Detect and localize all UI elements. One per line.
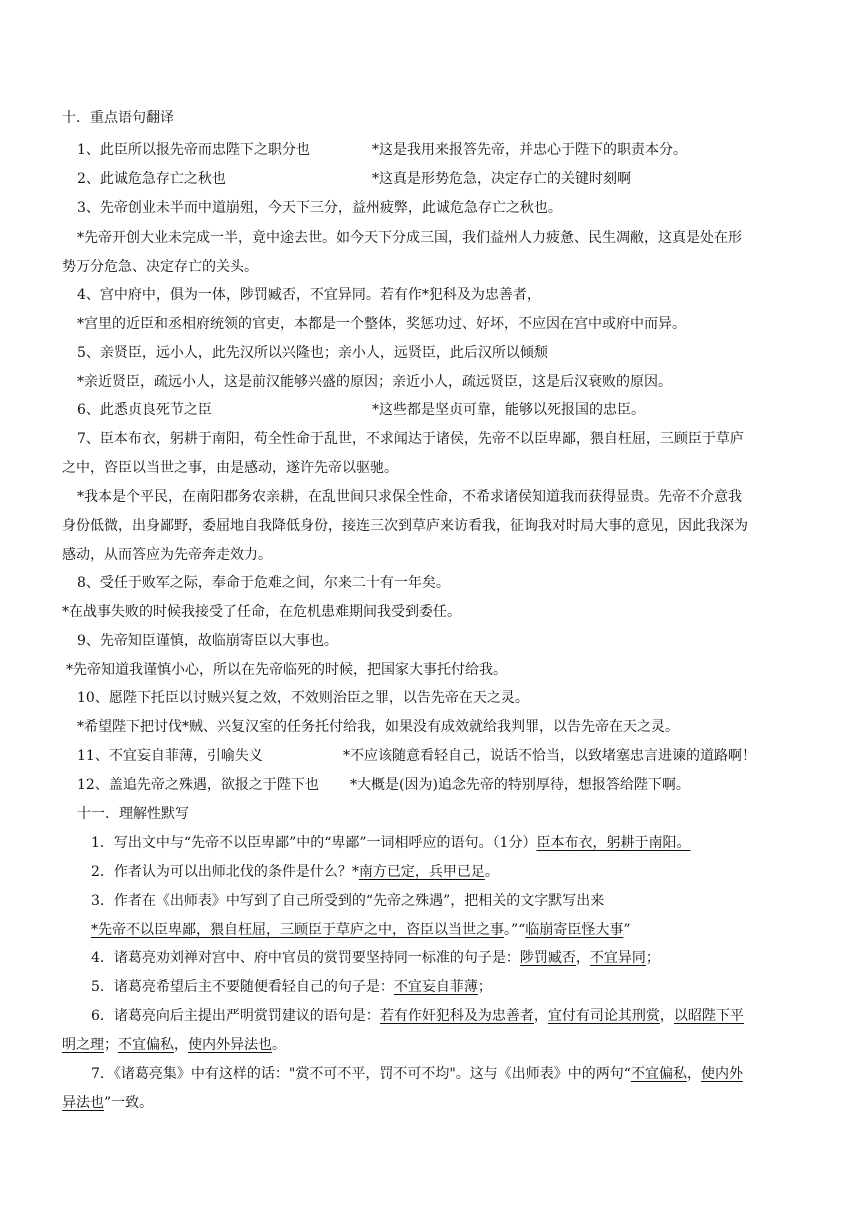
question-2-text: 2．作者认为可以出师北伐的条件是什么？* [91,864,359,880]
sentence-6-source: 6、此悉贞良死节之臣 [77,402,212,418]
question-4-answer-2: 不宜异同 [589,950,646,966]
question-6-answer-3a: 以昭陛下平 [673,1008,744,1024]
question-2-answer: 南方已定，兵甲已足 [358,864,485,880]
question-6-sep-1: ， [533,1008,548,1024]
sentence-2-translation: *这真是形势危急，决定存亡的关键时刻啊 [372,171,631,187]
sentence-4-source: 4、宫中府中，俱为一体，陟罚臧否，不宜异同。若有作*犯科及为忠善者， [77,287,541,303]
question-4 [91,948,660,968]
sentence-8-translation: *在战事失败的时候我接受了任命，在危机患难期间我受到委任。 [62,604,461,620]
sentence-3-source: 3、先帝创业未半而中道崩殂，今天下三分，益州疲弊，此诚危急存亡之秋也。 [77,200,562,216]
question-3-end: ” [623,922,631,938]
sentence-4-translation: *宫里的近臣和丞相府统领的官吏，本都是一个整体，奖惩功过、好坏，不应因在宫中或府中而异。 [77,316,686,332]
question-5-answer: 不宜妄自菲薄 [393,979,478,995]
sentence-7-source-line-2: 之中，咨臣以当世之事，由是感动，遂许先帝以驱驰。 [62,460,398,476]
question-7-answer-2b: 异法也 [62,1095,104,1111]
question-5-text: 5．诸葛亮希望后主不要随便看轻自己的句子是： [91,979,394,995]
question-7-text: 7．《诸葛亮集》中有这样的话："赏不可不平，罚不可不均"。这与《出师表》中的两句“ [91,1066,631,1082]
question-6-answer-2: 宜付有司论其刑赏 [547,1008,660,1024]
question-5-end: ； [477,979,492,995]
question-7-sep: ， [686,1066,701,1082]
question-3-answer-2: 临崩寄臣怪大事 [525,922,624,938]
question-7-line-1 [91,1064,743,1084]
question-1 [91,833,690,853]
question-4-answer-1: 陟罚臧否 [519,950,576,966]
question-6-text: 6．诸葛亮向后主提出严明赏罚建议的语句是： [91,1008,380,1024]
sentence-3-translation-line-2: 势万分危急、决定存亡的关头。 [62,259,258,275]
question-4-end: ； [645,950,660,966]
section-heading-translation: 十．重点语句翻译 [62,110,174,126]
sentence-12-translation: *大概是(因为)追念先帝的特别厚待，想报答给陛下啊。 [350,777,690,793]
sentence-3-translation-line-1: *先帝开创大业未完成一半，竟中途去世。如今天下分成三国，我们益州人力疲惫、民生凋敝，这真是处在形 [77,230,742,246]
question-6-sep-3: ； [104,1037,118,1053]
sentence-7-translation-line-2: 身份低微，出身鄙野，委屈地自我降低身份，接连三次到草庐来访看我，征询我对时局大事的意见，因此我深为 [62,518,748,534]
question-7-answer-2a: 使内外 [700,1066,743,1082]
sentence-7-translation-line-1: *我本是个平民，在南阳郡务农亲耕，在乱世间只求保全性命，不希求诸侯知道我而获得显贵。先帝不介意我 [77,489,742,505]
sentence-12-source: 12、盖追先帝之殊遇，欲报之于陛下也 [77,777,319,793]
question-6-answer-3b: 明之理 [62,1037,104,1053]
sentence-7-translation-line-3: 感动，从而答应为先帝奔走效力。 [62,547,272,563]
sentence-10-translation: *希望陛下把讨伐*贼、兴复汉室的任务托付给我，如果没有成效就给我判罪，以告先帝在天之灵。 [77,719,679,735]
sentence-2-source: 2、此诚危急存亡之秋也 [77,171,226,187]
question-6-sep-4: ， [174,1037,188,1053]
question-6-line-1 [91,1006,744,1026]
question-4-sep: ， [575,950,590,966]
sentence-1-translation: *这是我用来报答先帝，并忠心于陛下的职责本分。 [372,142,687,158]
sentence-10-source: 10、愿陛下托臣以讨贼兴复之效，不效则治臣之罪，以告先帝在天之灵。 [77,690,529,706]
question-3-text: 3．作者在《出师表》中写到了自己所受到的“先帝之殊遇”，把相关的文字默写出来 [91,893,605,909]
question-6-sep-2: ， [659,1008,674,1024]
sentence-6-translation: *这些都是坚贞可靠，能够以死报国的忠臣。 [372,402,645,418]
question-1-answer: 臣本布衣，躬耕于南阳。 [536,835,691,851]
question-2 [91,862,499,882]
question-6-answer-1: 若有作奸犯科及为忠善者 [379,1008,534,1024]
question-6-end: 。 [272,1037,286,1053]
sentence-7-source-line-1: 7、臣本布衣，躬耕于南阳，苟全性命于乱世，不求闻达于诸侯，先帝不以臣卑鄙，猥自枉屈，三顾臣于草庐 [77,431,744,447]
sentence-5-translation: *亲近贤臣，疏远小人，这是前汉能够兴盛的原因；亲近小人，疏远贤臣，这是后汉衰败的原因。 [77,374,672,390]
question-3-mid: 。”“ [504,922,526,938]
sentence-8-source: 8、受任于败军之际，奉命于危难之间，尔来二十有一年矣。 [77,575,450,591]
question-3-answer-1: *先帝不以臣卑鄙，猥自枉屈，三顾臣于草庐之中，咨臣以当世之事 [91,922,504,938]
question-6-answer-5: 使内外异法也 [188,1037,272,1053]
question-5 [91,977,492,997]
question-1-text: 1．写出文中与“先帝不以臣卑鄙”中的“卑鄙”一词相呼应的语句。（1分） [91,835,537,851]
question-3-answer-line [91,920,631,940]
question-4-text: 4．诸葛亮劝刘禅对宫中、府中官员的赏罚要坚持同一标准的句子是： [91,950,520,966]
sentence-9-translation: *先帝知道我谨慎小心，所以在先帝临死的时候，把国家大事托付给我。 [66,662,507,678]
question-7-end: ”一致。 [104,1095,154,1111]
sentence-1-source: 1、此臣所以报先帝而忠陛下之职分也 [77,142,310,158]
sentence-9-source: 9、先帝知臣谨慎，故临崩寄臣以大事也。 [77,633,338,649]
section-heading-dictation: 十一．理解性默写 [77,806,189,822]
question-6-answer-4: 不宜偏私 [118,1037,174,1053]
question-2-end: 。 [484,864,499,880]
question-6-line-2 [62,1035,286,1055]
sentence-5-source: 5、亲贤臣，远小人，此先汉所以兴隆也；亲小人，远贤臣，此后汉所以倾颓 [77,345,548,361]
sentence-11-translation: *不应该随意看轻自己，说话不恰当，以致堵塞忠言进谏的道路啊！ [343,748,756,764]
sentence-11-source: 11、不宜妄自菲薄，引喻失义 [77,748,263,764]
question-7-line-2 [62,1093,153,1113]
question-7-answer-1: 不宜偏私 [630,1066,687,1082]
